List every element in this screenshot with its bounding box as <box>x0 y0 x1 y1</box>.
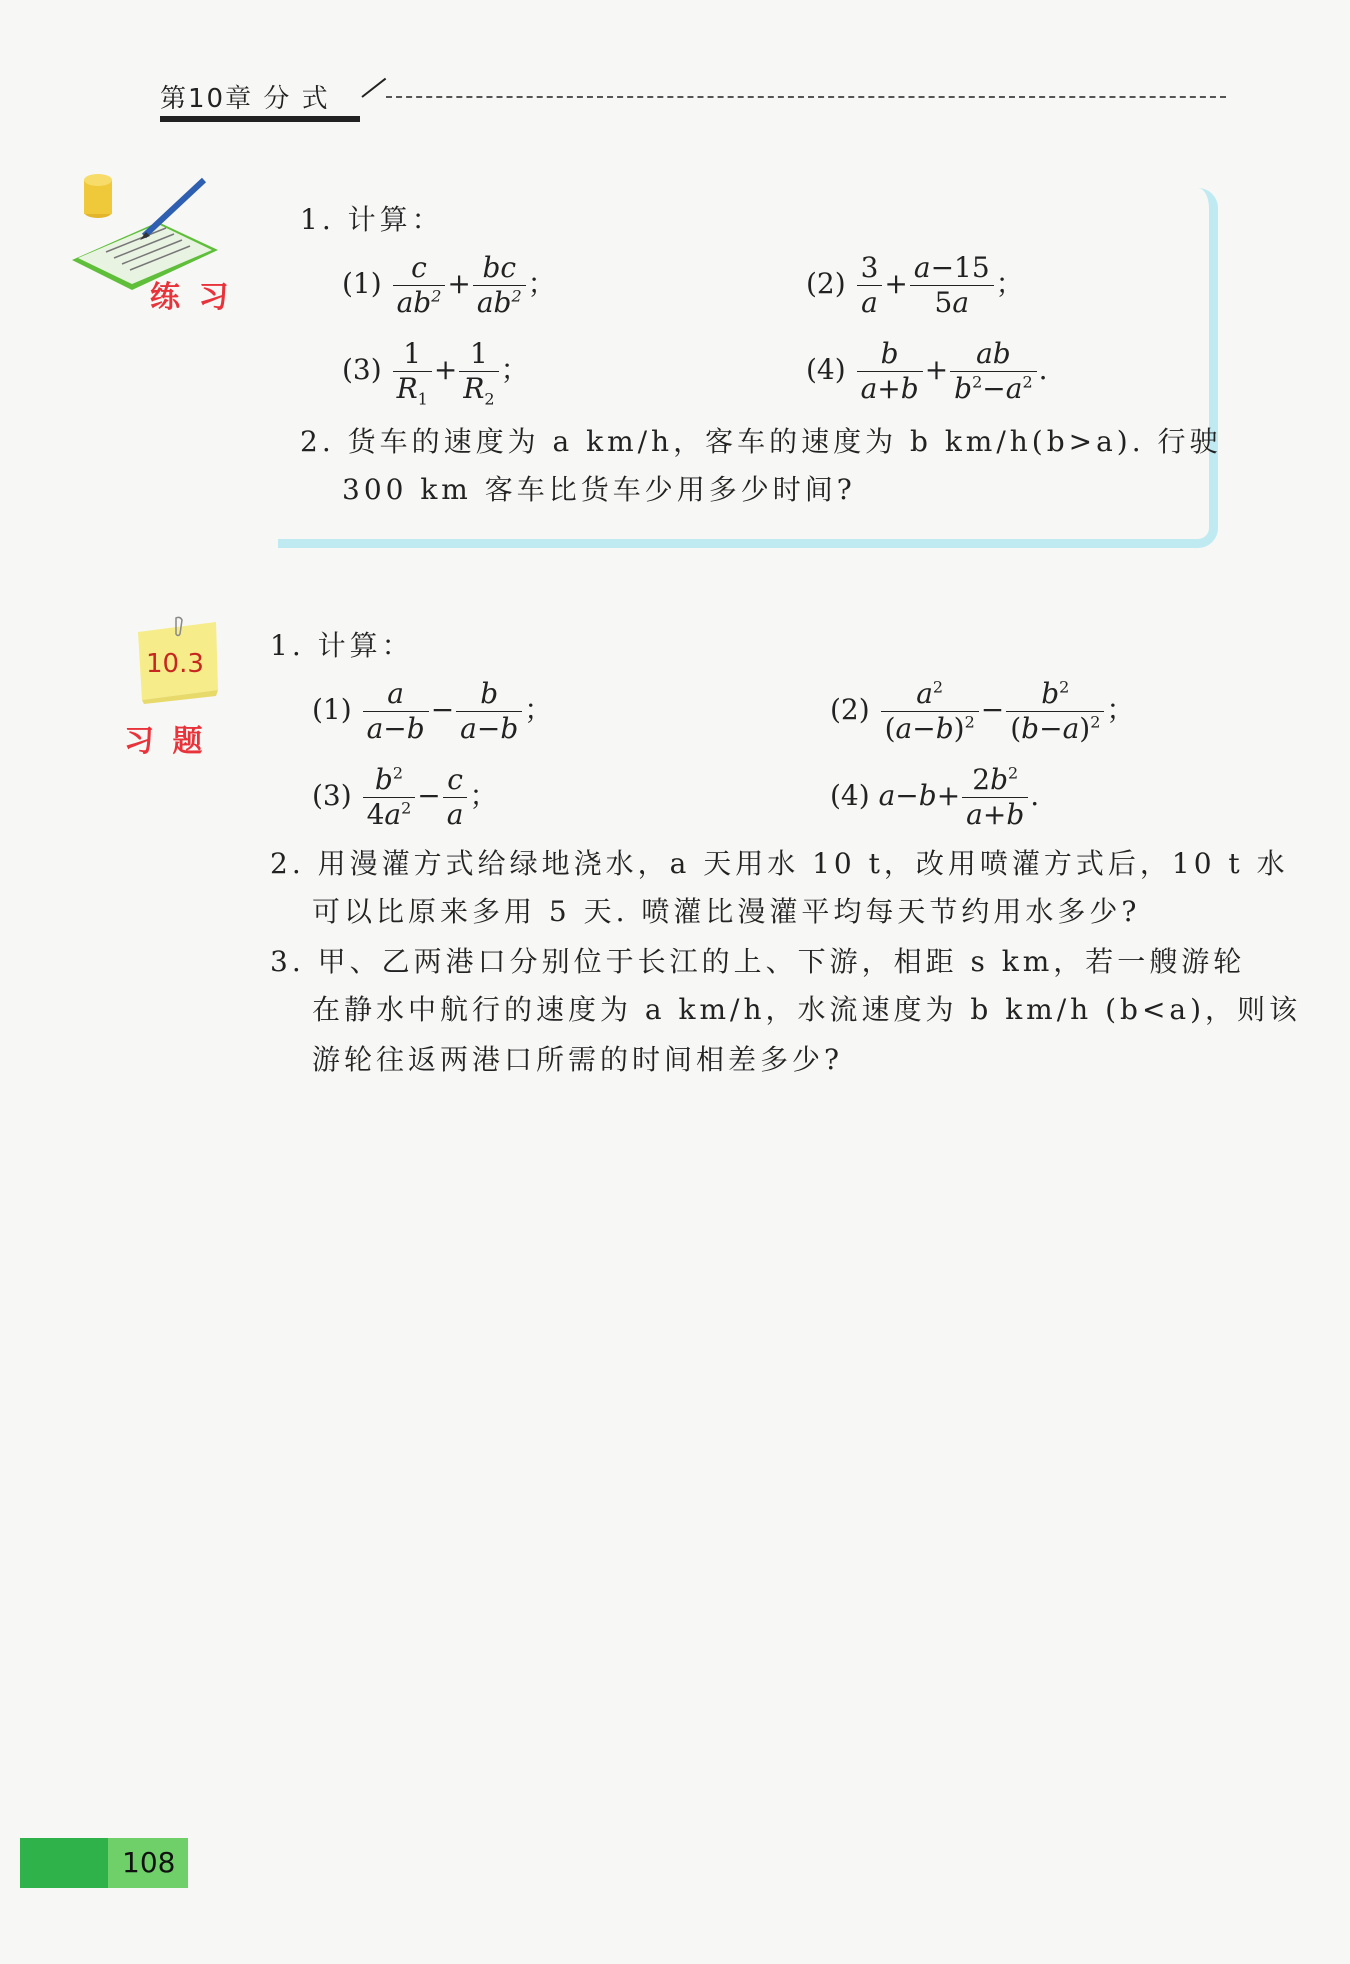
fraction: $\frac{c}{a}$ <box>443 766 468 829</box>
practice-q1-item2: (2) $\frac{3}{a}$ + $\frac{a-15}{5a}$ ； <box>806 251 1024 319</box>
practice-q1-item3: (3) $\frac{1}{R_1}$ + $\frac{1}{R_2}$ ； <box>342 337 529 409</box>
item-end-mark: ； <box>527 267 556 300</box>
item-number: (4) <box>830 779 870 812</box>
item-end-mark: ； <box>469 779 498 812</box>
exercises-q1-item1: (1) $\frac{a}{a-b}$ − $\frac{b}{a-b}$ ； <box>312 677 553 745</box>
page-number: 108 <box>122 1846 176 1879</box>
exercises-label: 习 题 <box>124 724 207 759</box>
fraction: $\frac{b^2}{(b-a)^2}$ <box>1006 680 1104 743</box>
fraction: $\frac{a-15}{5a}$ <box>910 254 994 317</box>
fraction: $\frac{2b^2}{a+b}$ <box>962 766 1028 829</box>
badge-number: 10.3 <box>146 649 204 679</box>
chapter-title: 第10章 分 式 <box>160 84 330 114</box>
fraction: $\frac{b}{a-b}$ <box>456 680 522 743</box>
practice-q1-title: 1. 计算： <box>300 203 444 236</box>
chapter-underline <box>160 116 360 122</box>
fraction: $\frac{b}{a+b}$ <box>857 340 923 403</box>
item-number: (4) <box>806 353 846 386</box>
item-number: (3) <box>312 779 352 812</box>
fraction: $\frac{1}{R_2}$ <box>459 340 498 403</box>
chapter-slash-divider <box>361 78 386 98</box>
exercises-q2-line1: 2. 用漫灌方式给绿地浇水，a 天用水 10 t，改用喷灌方式后，10 t 水 <box>270 847 1289 880</box>
item-end-mark: . <box>1038 353 1048 386</box>
item-number: (1) <box>312 693 352 726</box>
fraction: $\frac{c}{ab^2}$ <box>393 254 446 317</box>
fraction: $\frac{ab}{b^2-a^2}$ <box>950 340 1036 403</box>
practice-q1-item4: (4) $\frac{b}{a+b}$ + $\frac{ab}{b^2-a^2}$ . <box>806 337 1048 405</box>
header-dashed-rule <box>386 96 1226 98</box>
item-end-mark: ； <box>995 267 1024 300</box>
fraction: $\frac{1}{R_1}$ <box>393 340 432 403</box>
exercises-q3-line1: 3. 甲、乙两港口分别位于长江的上、下游，相距 s km，若一艘游轮 <box>270 945 1246 978</box>
fraction: $\frac{3}{a}$ <box>857 254 883 317</box>
item-number: (2) <box>830 693 870 726</box>
exercises-q1-title: 1. 计算： <box>270 629 414 662</box>
fraction: $\frac{b^2}{4a^2}$ <box>363 766 416 829</box>
practice-label: 练 习 <box>150 280 233 315</box>
item-end-mark: ； <box>1106 693 1135 726</box>
practice-q1-item1: (1) $\frac{c}{ab^2}$ + $\frac{bc}{ab^2}$ ； <box>342 251 556 319</box>
fraction: $\frac{bc}{ab^2}$ <box>473 254 526 317</box>
sticky-note-icon <box>132 616 222 710</box>
exercises-q3-line2: 在静水中航行的速度为 a km/h，水流速度为 b km/h (b<a)，则该 <box>312 993 1302 1026</box>
exercises-q1-item4: (4) a−b+ $\frac{2b^2}{a+b}$ . <box>830 763 1040 831</box>
item-number: (3) <box>342 353 382 386</box>
exercises-q2-line2: 可以比原来多用 5 天. 喷灌比漫灌平均每天节约用水多少? <box>312 895 1141 928</box>
item-end-mark: ； <box>524 693 553 726</box>
practice-q2-line2: 300 km 客车比货车少用多少时间? <box>342 473 856 506</box>
item-end-mark: ； <box>500 353 529 386</box>
practice-q2-line1: 2. 货车的速度为 a km/h，客车的速度为 b km/h(b>a). 行驶 <box>300 425 1222 458</box>
exercises-q1-item3: (3) $\frac{b^2}{4a^2}$ − $\frac{c}{a}$ ； <box>312 763 498 831</box>
item-number: (2) <box>806 267 846 300</box>
item-end-mark: . <box>1030 779 1040 812</box>
fraction: $\frac{a^2}{(a-b)^2}$ <box>881 680 979 743</box>
item-number: (1) <box>342 267 382 300</box>
fraction: $\frac{a}{a-b}$ <box>363 680 429 743</box>
exercises-q1-item2: (2) $\frac{a^2}{(a-b)^2}$ − $\frac{b^2}{(b-a)^2}$ ； <box>830 677 1135 745</box>
exercises-q3-line3: 游轮往返两港口所需的时间相差多少? <box>312 1043 844 1076</box>
